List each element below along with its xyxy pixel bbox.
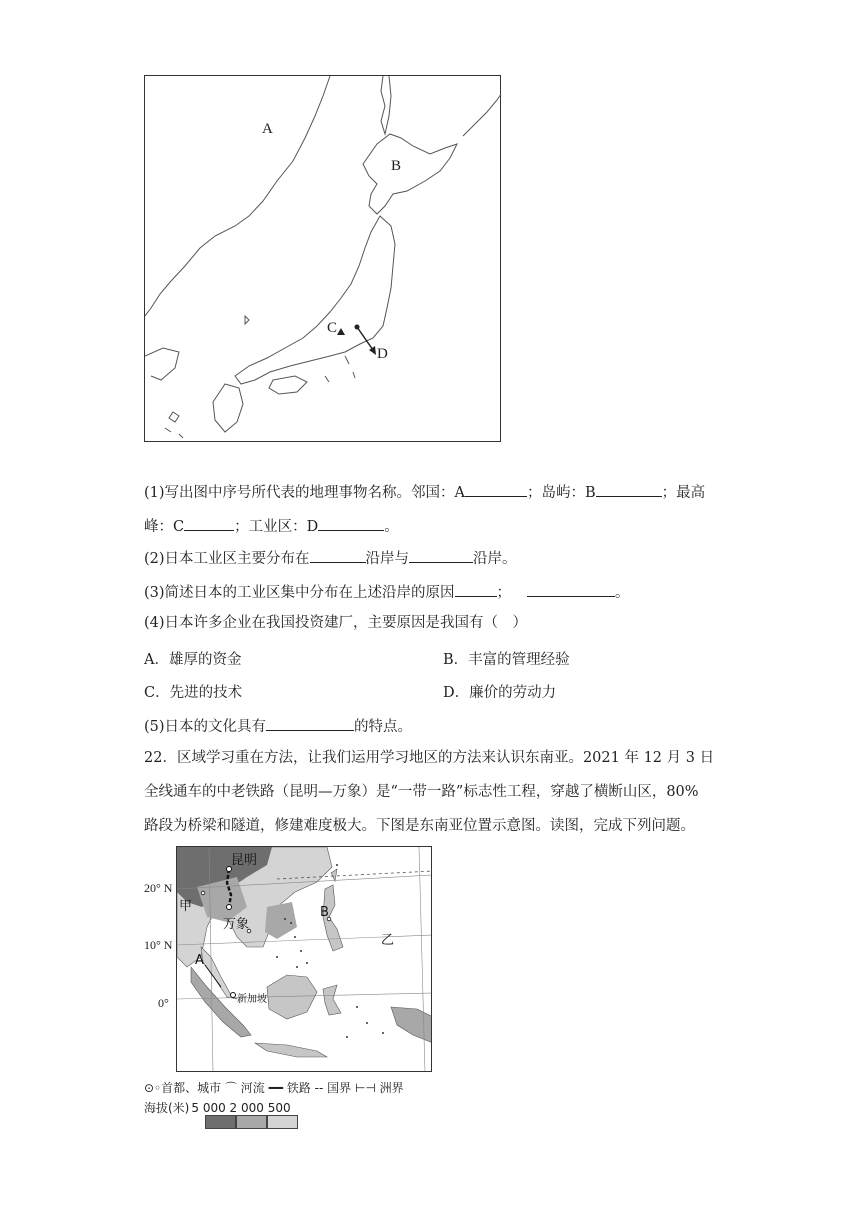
option-b: B．丰富的管理经验 (443, 652, 570, 668)
map2-label-b: B (320, 905, 329, 920)
question-5: (5)日本的文化具有 的特点。 (144, 714, 412, 737)
question-22-line-1: 22．区域学习重在方法，让我们运用学习地区的方法来认识东南亚。2021 年 12 月 3 日 (144, 750, 715, 766)
japan-outline (145, 76, 502, 443)
option-a: A．雄厚的资金 (144, 652, 242, 668)
map2-legend-elevation: 海拔(米) 5 000 2 000 500 (144, 1101, 291, 1115)
legend-swatch-mid (236, 1115, 267, 1129)
lat-label-20n: 20° N (144, 881, 173, 895)
map2-label-singapore: 新加坡 (237, 994, 267, 1005)
map-label-b: B (391, 158, 402, 174)
option-c: C．先进的技术 (144, 685, 243, 701)
lat-label-10n: 10° N (144, 938, 173, 952)
map2-label-kunming: 昆明 (231, 853, 258, 868)
question-4: (4)日本许多企业在我国投资建厂，主要原因是我国有（ ） (144, 615, 528, 631)
southeast-asia-map (176, 846, 432, 1072)
map-label-a: A (262, 121, 273, 137)
question-2: (2)日本工业区主要分布在 沿岸与 沿岸。 (144, 546, 517, 569)
question-22-line-2: 全线通车的中老铁路（昆明—万象）是“一带一路”标志性工程，穿越了横断山区，80% (144, 784, 699, 800)
map2-label-vientiane: 万象 (223, 917, 250, 932)
lat-label-equator: 0° (158, 996, 169, 1010)
question-1-line-2: 峰：C ；工业区：D 。 (144, 514, 399, 537)
question-1-line-1: (1)写出图中序号所代表的地理事物名称。邻国：A ；岛屿：B ；最高 (144, 480, 705, 503)
mount-fuji-marker (337, 328, 345, 335)
legend-swatch-high (205, 1115, 236, 1129)
map2-label-jia: 甲 (179, 899, 193, 914)
map2-label-a: A (195, 953, 204, 968)
map2-legend-symbols: ⊙◦首都、城市 ⌒ 河流 ━━ 铁路 ‑‑ 国界 ⊢⊣ 洲界 (144, 1081, 404, 1095)
map2-label-yi: 乙 (381, 933, 395, 948)
legend-swatch-low (267, 1115, 298, 1129)
question-3: (3)简述日本的工业区集中分布在上述沿岸的原因 ； 。 (144, 580, 630, 603)
map-label-c: C (327, 320, 338, 336)
japan-map (144, 75, 501, 442)
southeast-asia-relief (177, 847, 432, 1072)
option-d: D．廉价的劳动力 (443, 685, 557, 701)
map-label-d: D (377, 346, 388, 362)
question-22-line-3: 路段为桥梁和隧道，修建难度极大。下图是东南亚位置示意图。读图，完成下列问题。 (144, 818, 695, 834)
